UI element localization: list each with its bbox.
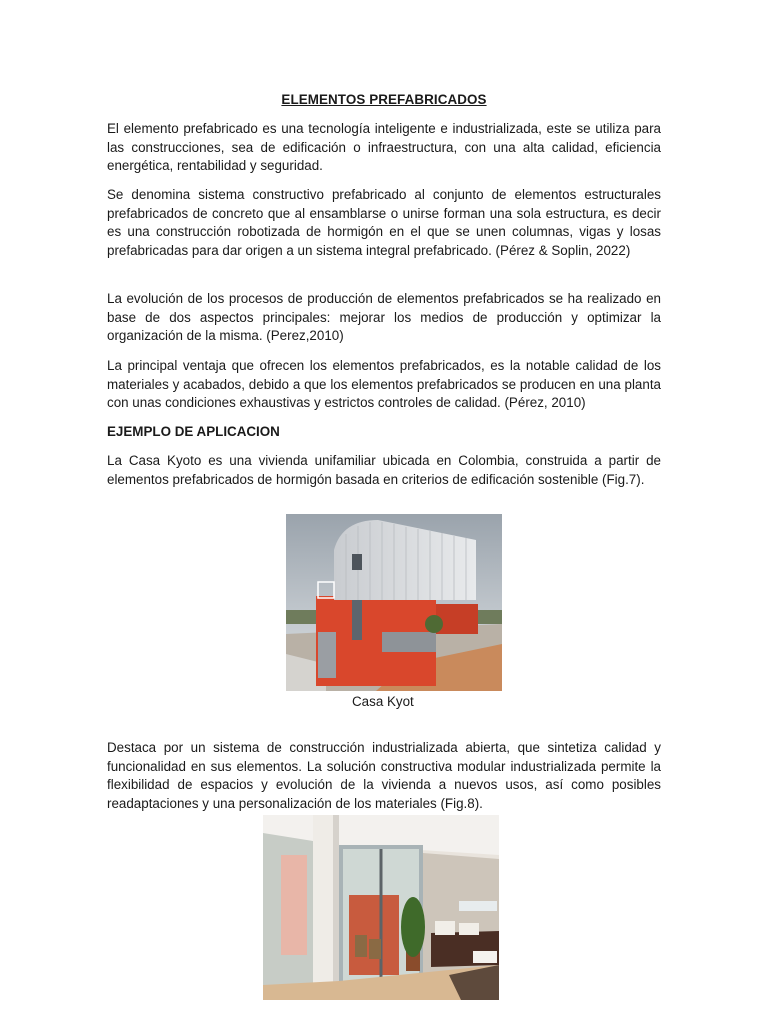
paragraph-closing: Destaca por un sistema de construcción industrializada abierta, que sintetiza calidad y funcionalidad en sus elementos. La solución constructiva modular industrializada permite la flexibilidad de espacios y evolución de la vivienda a nuevos usos, así como posibles readaptaciones y una personalización de los materiales (Fig.8). xyxy=(107,740,661,811)
paragraph-evolution: La evolución de los procesos de producción de elementos prefabricados se ha realizado en base de dos aspectos principales: mejorar los medios de producción y optimizar la organización de la misma. (Perez,2010) xyxy=(107,291,661,343)
casa-kyoto-exterior-photo xyxy=(286,514,502,691)
figure-caption: Casa Kyot xyxy=(352,694,414,709)
paragraph-advantage: La principal ventaja que ofrecen los elementos prefabricados, es la notable calidad de los materiales y acabados, debido a que los elementos prefabricados se producen en una planta con unas condiciones exhaustivas y estrictos controles de calidad. (Pérez, 2010) xyxy=(107,358,661,410)
paragraph-example: La Casa Kyoto es una vivienda unifamiliar ubicada en Colombia, construida a partir de elementos prefabricados de hormigón basada en criterios de edificación sostenible (Fig.7). xyxy=(107,453,661,487)
document-title: ELEMENTOS PREFABRICADOS xyxy=(281,92,487,107)
casa-kyoto-interior-photo xyxy=(263,815,499,1000)
paragraph-definition: Se denomina sistema constructivo prefabricado al conjunto de elementos estructurales prefabricados de concreto que al ensamblarse o unirse forman una sola estructura, es decir es una construcción robotizada de hormigón en el que se unen columnas, vigas y losas prefabricadas para dar origen a un sistema integral prefabricado. (Pérez & Soplin, 2022) xyxy=(107,187,661,258)
section-heading: EJEMPLO DE APLICACION xyxy=(107,424,280,439)
paragraph-intro: El elemento prefabricado es una tecnología inteligente e industrializada, este se utiliza para las construcciones, sea de edificación o infraestructura, con una alta calidad, eficiencia energética, rentabilidad y seguridad. xyxy=(107,121,661,173)
